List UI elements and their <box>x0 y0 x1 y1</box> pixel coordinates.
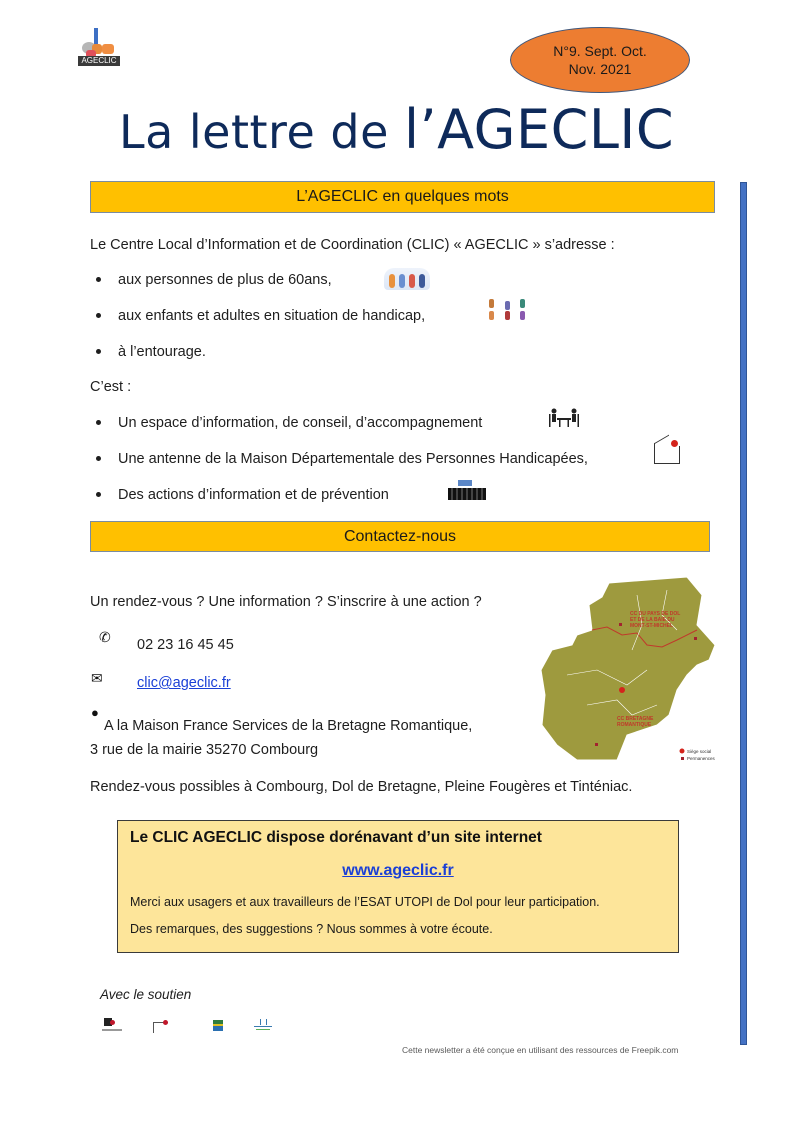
seniors-illustration-icon <box>384 268 430 290</box>
svg-text:ET DE LA BAIE DU: ET DE LA BAIE DU <box>630 617 675 623</box>
bullet-icon <box>96 456 101 461</box>
cest-label: C’est : <box>90 379 132 395</box>
bullet-icon <box>96 420 101 425</box>
email-link[interactable]: clic@ageclic.fr <box>137 675 231 691</box>
issue-badge <box>510 27 690 93</box>
title-prefix: La lettre de <box>118 105 389 159</box>
audience-conference-icon <box>448 480 486 500</box>
thanks-text: Merci aux usagers et aux travailleurs de l’ESAT UTOPI de Dol pour leur participation. <box>130 895 600 909</box>
bullet-icon <box>96 313 101 318</box>
svg-text:CC BRETAGNE: CC BRETAGNE <box>617 716 654 722</box>
baie-logo-icon <box>254 1018 272 1034</box>
location-pin-icon: ● <box>91 705 99 720</box>
intro-text: Le Centre Local d’Information et de Coordination (CLIC) « AGECLIC » s’adresse : <box>90 237 615 253</box>
community-logo-icon <box>213 1018 223 1034</box>
logo-text: AGECLIC <box>78 56 120 66</box>
svg-text:MONT-ST-MICHEL: MONT-ST-MICHEL <box>630 623 674 629</box>
svg-text:Siège social: Siège social <box>687 749 712 754</box>
title-main: l’AGECLIC <box>404 98 675 161</box>
svg-text:ROMANTIQUE: ROMANTIQUE <box>617 722 652 728</box>
page-title <box>0 100 793 162</box>
address-line-1: A la Maison France Services de la Bretagne Romantique, <box>104 718 473 734</box>
territory-map <box>537 575 727 765</box>
issue-line-2: Nov. 2021 <box>568 61 632 77</box>
ille-et-vilaine-logo-icon <box>102 1018 122 1034</box>
bullet-icon <box>96 277 101 282</box>
svg-text:CC DU PAYS DE DOL: CC DU PAYS DE DOL <box>630 611 681 617</box>
vertical-divider <box>740 182 747 1045</box>
bullet-icon <box>96 492 101 497</box>
address-line-2: 3 rue de la mairie 35270 Combourg <box>90 742 319 758</box>
envelope-icon: ✉ <box>91 670 103 686</box>
support-label: Avec le soutien <box>100 987 192 1002</box>
website-link[interactable]: www.ageclic.fr <box>342 862 454 879</box>
section-heading-contact: Contactez-nous <box>90 521 710 552</box>
section-heading-about: L’AGECLIC en quelques mots <box>90 181 715 213</box>
contact-question: Un rendez-vous ? Une information ? S’inscrire à une action ? <box>90 594 482 610</box>
phone-number[interactable]: 02 23 16 45 45 <box>137 637 234 653</box>
issue-line-1: N°9. Sept. Oct. <box>553 43 647 59</box>
mdph-logo-icon <box>153 1018 169 1034</box>
svg-text:Permanences: Permanences <box>687 756 715 761</box>
website-heading: Le CLIC AGECLIC dispose dorénavant d’un site internet <box>130 829 542 846</box>
feedback-text: Des remarques, des suggestions ? Nous sommes à votre écoute. <box>130 922 493 936</box>
website-announcement-box <box>117 820 679 953</box>
freepik-credit: Cette newsletter a été conçue en utilisant des ressources de Freepik.com <box>402 1045 679 1055</box>
bullet-icon <box>96 349 101 354</box>
mdph-house-icon <box>654 446 680 464</box>
appointment-locations: Rendez-vous possibles à Combourg, Dol de Bretagne, Pleine Fougères et Tinténiac. <box>90 779 633 795</box>
meeting-icon <box>548 408 580 428</box>
ageclic-logo <box>78 28 122 68</box>
phone-icon: ✆ <box>99 629 111 645</box>
disability-people-illustration-icon <box>487 298 531 322</box>
